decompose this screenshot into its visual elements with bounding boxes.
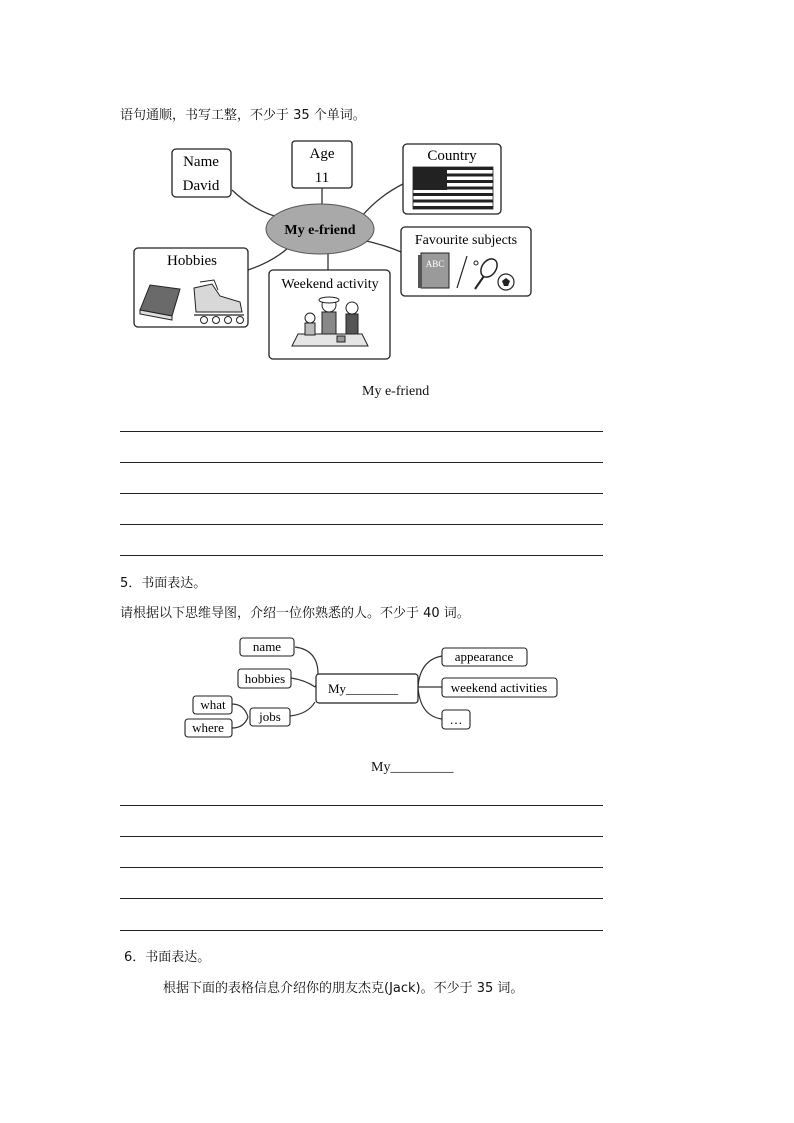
center-node-label: My________	[328, 681, 399, 696]
question-5-heading: 5．书面表达。	[120, 576, 207, 591]
writing-line[interactable]	[120, 555, 603, 556]
flag-icon	[413, 167, 493, 209]
question-5-instruction: 请根据以下思维导图，介绍一位你熟悉的人。不少于 40 词。	[120, 606, 470, 621]
name-label: Name	[183, 154, 219, 170]
hobbies-label: Hobbies	[167, 253, 217, 269]
center-label: My e-friend	[284, 223, 356, 238]
appearance-node-label: appearance	[454, 649, 514, 664]
country-label: Country	[427, 148, 477, 164]
question-6-instruction: 根据下面的表格信息介绍你的朋友杰克(Jack)。不少于 35 词。	[163, 981, 524, 996]
caption-my-e-friend: My e-friend	[362, 384, 430, 399]
mind-map-my-person	[0, 620, 794, 750]
question-6-heading: 6．书面表达。	[124, 950, 211, 965]
writing-line[interactable]	[120, 867, 603, 868]
more-node-label: …	[449, 712, 463, 727]
writing-line[interactable]	[120, 524, 603, 525]
subjects-label: Favourite subjects	[414, 233, 518, 248]
soccer-ball-icon	[498, 274, 514, 290]
what-node-label: what	[200, 697, 226, 712]
book-text: ABC	[425, 259, 445, 269]
book-icon	[418, 253, 449, 288]
where-node-label: where	[192, 720, 224, 735]
writing-line[interactable]	[120, 836, 603, 837]
hobbies-node-label: hobbies	[244, 671, 286, 686]
weekend-activities-node-label: weekend activities	[450, 680, 548, 695]
caption-my-blank: My_________	[371, 760, 454, 775]
name-node-label: name	[252, 639, 282, 654]
weekend-label: Weekend activity	[281, 277, 379, 292]
writing-line[interactable]	[120, 930, 603, 931]
age-value: 11	[314, 170, 330, 186]
writing-line[interactable]	[120, 431, 603, 432]
writing-line[interactable]	[120, 493, 603, 494]
mind-map-e-friend	[0, 0, 794, 380]
age-label: Age	[309, 146, 335, 162]
instruction-line: 语句通顺，书写工整，不少于 35 个单词。	[120, 108, 366, 123]
name-value: David	[182, 178, 220, 194]
jobs-node-label: jobs	[259, 709, 281, 724]
writing-line[interactable]	[120, 805, 603, 806]
writing-line[interactable]	[120, 462, 603, 463]
writing-line[interactable]	[120, 898, 603, 899]
